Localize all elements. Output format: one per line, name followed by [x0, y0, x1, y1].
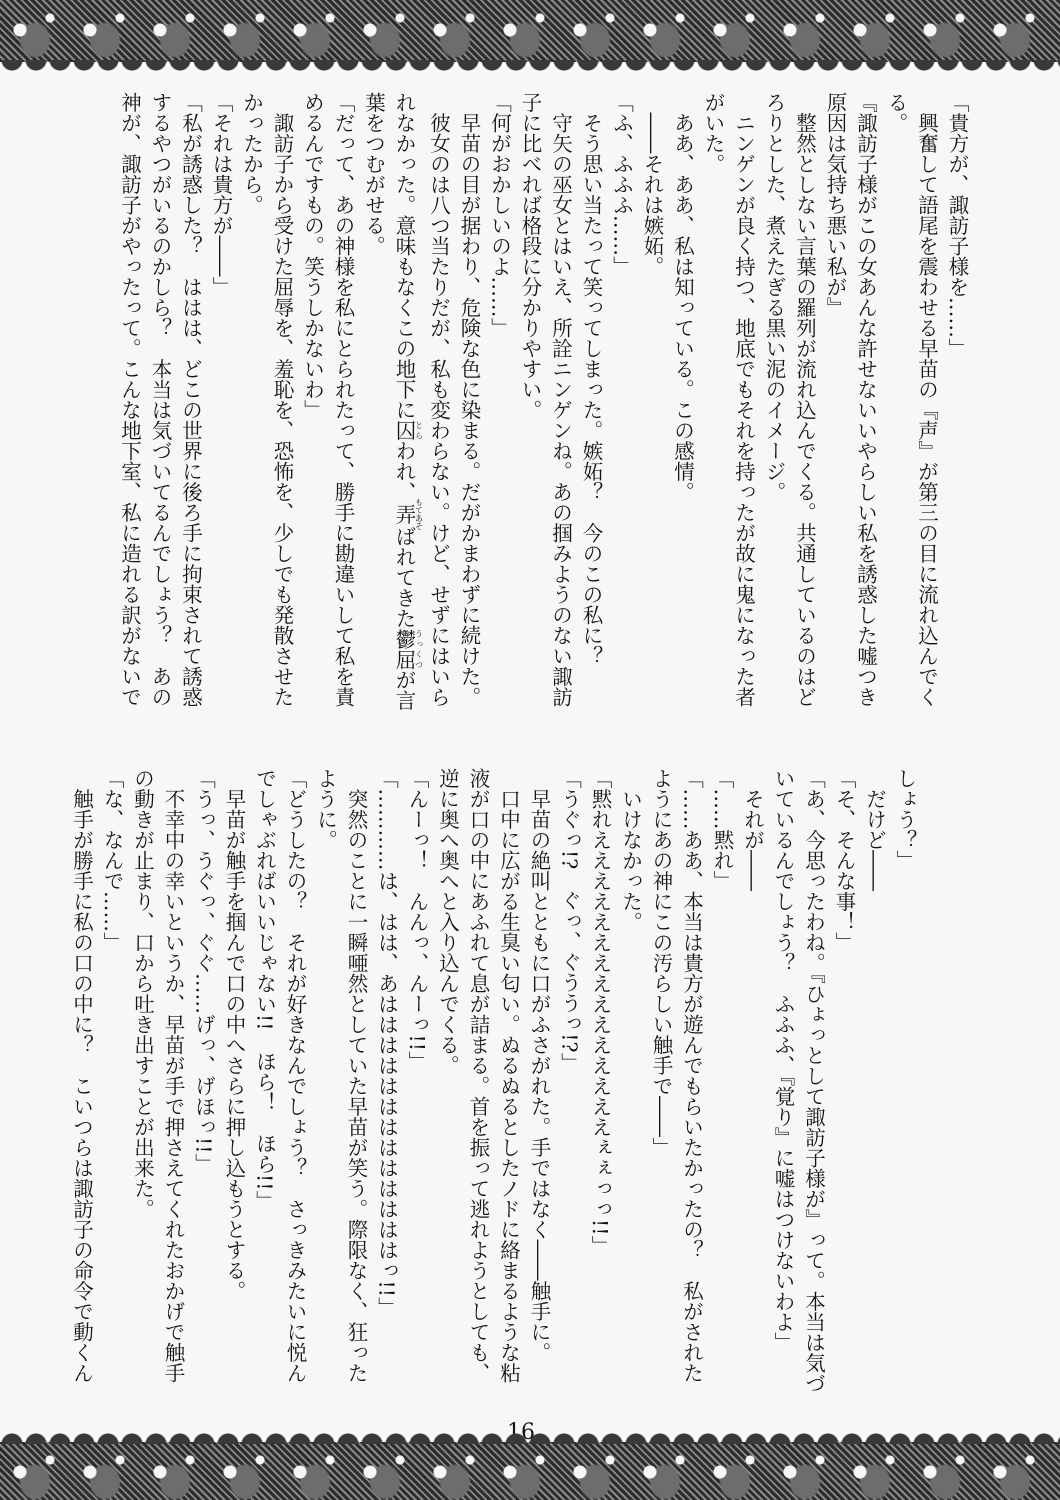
- text-column: 「私が誘惑した？ ははは、どこの世界に後ろ手に拘束されて誘惑: [178, 92, 203, 707]
- text-column: 口中に広がる生臭い匂い。ぬるぬるとしたノドに絡まるような粘: [496, 768, 521, 1383]
- text-column: いているんでしょう？ ふふふ、『覚り』に嘘はつけないわよ」: [771, 768, 795, 1353]
- text-column: それが――: [740, 768, 765, 891]
- text-column: ようにあの神にこの汚らしい触手で――」: [649, 768, 673, 1158]
- ruby-base: 弄: [392, 498, 416, 530]
- text-column: 「うぐっ!? ぐっ、ぐううっ!?」: [557, 768, 582, 1073]
- text-column: 葉をつむがせる。: [361, 92, 386, 256]
- text-column: 「どうしたの？ それが好きなんでしょう？ さっきみたいに悦ん: [283, 768, 307, 1383]
- lace-border-bottom: [0, 1442, 1060, 1500]
- text-column: 「んーっ！ んんっ、んーっ!!」: [405, 768, 429, 1072]
- text-column: ――それは嫉妬。: [640, 92, 664, 277]
- text-column: る。: [884, 92, 908, 133]
- text-column: 守矢の巫女とはいえ、所詮ニンゲンね。あの掴みようのない諏訪: [548, 92, 573, 707]
- text-column: 突然のことに一瞬唖然としていた早苗が笑う。際限なく、狂った: [344, 768, 368, 1383]
- text-column: 液が口の中にあふれて息が詰まる。首を振って逃れようとしても、: [466, 768, 490, 1383]
- text-segment: われ、: [392, 440, 416, 502]
- text-column: 早苗の目が据わり、危険な色に染まる。だがかまわずに続けた。: [457, 92, 481, 707]
- text-column: 整然としない言葉の羅列が流れ込んでくる。共通しているのはど: [792, 92, 817, 707]
- ruby-word: [392, 628, 424, 670]
- text-column: 「な、なんで……」: [100, 768, 124, 953]
- text-column: 「黙れえええええええええええええええぇぇっっ!!」: [588, 768, 612, 1256]
- text-column: でしゃぶればいいじゃない!! ほら！ ほら!!」: [252, 768, 277, 1211]
- text-column: 「何がおかしいのよ……」: [487, 92, 512, 338]
- text-block-top: [114, 92, 972, 742]
- ruby-word: [392, 498, 424, 530]
- ruby-reading: うっくつ: [414, 628, 424, 670]
- text-column: 逆に奥へ奥へと入り込んでくる。: [435, 768, 460, 1076]
- text-column: 興奮して語尾を震わせる早苗の『声』が第三の目に流れ込んでく: [914, 92, 939, 707]
- text-column: 「そ、そんな事！」: [832, 768, 856, 953]
- text-column: 「貴方が、諏訪子様を……」: [945, 92, 969, 359]
- text-column: 「うっ、うぐっ、ぐぐ……げっ、げほっ!!」: [191, 768, 216, 1174]
- text-column: 諏訪子から受けた屈辱を、羞恥を、恐怖を、少しでも発散させた: [270, 92, 294, 707]
- text-column: 神が、諏訪子がやったって。こんな地下室、私に造れる訳がないで: [117, 92, 142, 707]
- text-segment: ばれてきた: [392, 526, 416, 629]
- text-column: めるんですもの。笑うしかないわ」: [300, 92, 325, 420]
- lace-border-top: [0, 0, 1060, 62]
- ruby-base: 鬱屈: [392, 628, 416, 670]
- text-column: ように。: [313, 768, 338, 850]
- ruby-word: [392, 420, 424, 441]
- text-column: 早苗が触手を掴んで口の中へさらに押し込もうとする。: [222, 768, 246, 1301]
- text-column: ああ、ああ、私は知っている。この感情。: [670, 92, 695, 502]
- text-column: 「それは貴方が――」: [209, 92, 233, 297]
- text-column: ニンゲンが良く持つ、地底でもそれを持ったが故に鬼になった者: [731, 92, 756, 707]
- ruby-base: 囚: [392, 420, 416, 441]
- text-column: がいた。: [701, 92, 725, 174]
- text-column: するやつがいるのかしら？ 本当は気づいてるんでしょう？ あの: [148, 92, 172, 707]
- text-column: 不幸中の幸いというか、早苗が手で押さえてくれたおかげで触手: [161, 768, 185, 1383]
- text-column: 彼女のは八つ当たりだが、私も変わらない。けど、せずにはいら: [426, 92, 451, 707]
- text-column: そう思い当たって笑ってしまった。嫉妬？ 今のこの私に？: [579, 92, 603, 666]
- text-column: 子に比べれば格段に分かりやすい。: [518, 92, 542, 420]
- text-column: 「……黙れ」: [710, 768, 734, 891]
- text-column: [389, 92, 424, 742]
- text-segment: れなかった。意味もなくこの地下に: [392, 92, 416, 420]
- text-column: 「……ああ、本当は貴方が遊んでもらいたかったの？ 私がされた: [679, 768, 704, 1383]
- ruby-reading: とら: [414, 420, 424, 441]
- text-column: 「だって、あの神様を私にとられたって、勝手に勘違いして私を責: [331, 92, 355, 707]
- text-column: の動きが止まり、口から吐き出すことが出来た。: [130, 768, 155, 1219]
- text-column: だけど――: [862, 768, 887, 891]
- text-column: 「…………は、はは、あはははははははははははははっ!!」: [374, 768, 399, 1318]
- text-column: ろりとした、煮えたぎる黒い泥のイメージ。: [762, 92, 786, 502]
- text-column: 早苗の絶叫とともに口がふさがれた。手ではなく――触手に。: [527, 768, 551, 1363]
- text-column: しょう？」: [893, 768, 917, 871]
- text-column: 「ふ、ふふふ……」: [609, 92, 634, 277]
- text-column: いけなかった。: [618, 768, 643, 932]
- text-block-bottom: [66, 768, 920, 1418]
- text-column: 触手が勝手に私の口の中に？ こいつらは諏訪子の命令で動くん: [69, 768, 94, 1383]
- text-column: 『諏訪子様がこの女あんな許せないいやらしい私を誘惑した嘘つき: [853, 92, 878, 707]
- text-column: 「あ、今思ったわね。『ひょっとして諏訪子様が』って。本当は気づ: [801, 768, 826, 1394]
- text-column: かったから。: [239, 92, 264, 215]
- text-segment: が言: [392, 669, 416, 711]
- ruby-reading: もてあそ: [414, 498, 424, 530]
- text-column: 原因は気持ち悪い私が』: [823, 92, 847, 318]
